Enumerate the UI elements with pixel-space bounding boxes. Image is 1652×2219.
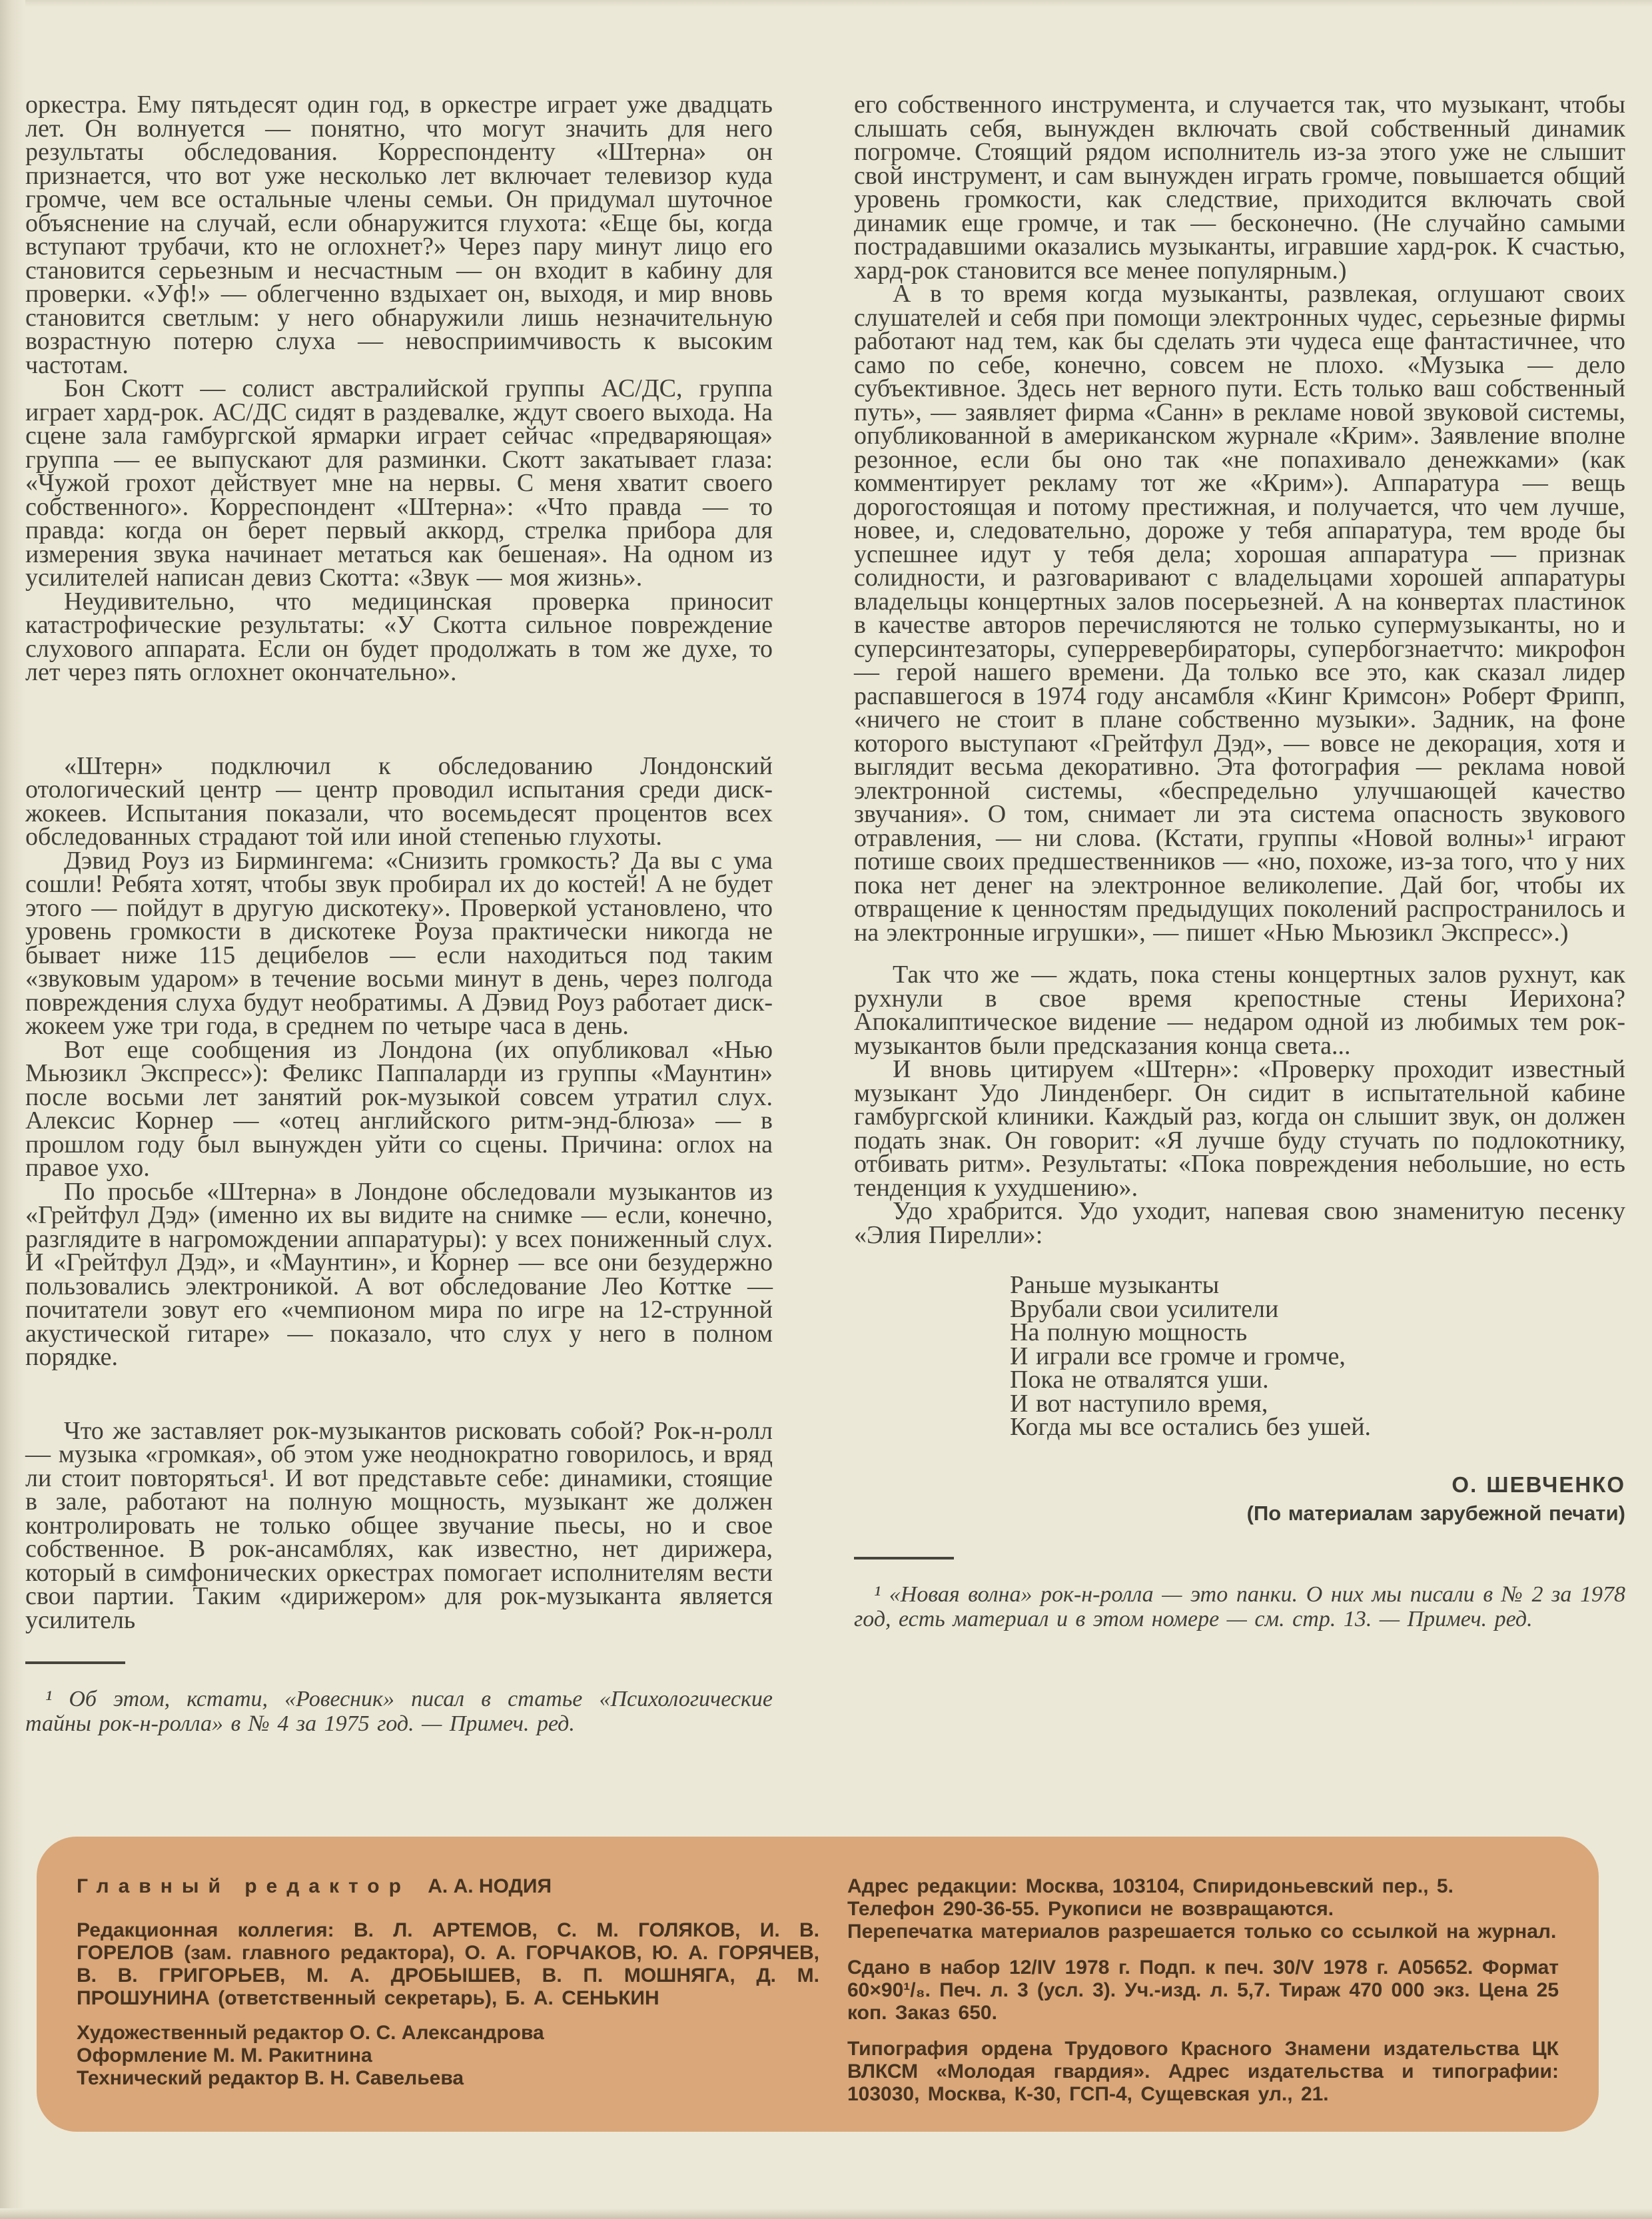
poem-line: Пока не отвалятся уши.	[1010, 1366, 1269, 1394]
body-paragraph: И вновь цитируем «Штерн»: «Проверку проходит известный музыкант Удо Линденберг. Он сидит в испытательной кабине гамбургской клиники. Каждый раз, когда он слышит звук, он должен подать знак. Он говорит: «Я лучше буду стучать по подлокотнику, отбивать ритм». Результаты: «Пока повреждения небольшие, но есть тенденция к ухудшению».	[854, 1055, 1625, 1202]
page-left-edge	[0, 0, 25, 2219]
page-top-edge	[0, 0, 1652, 7]
footnote-right: ¹ «Новая волна» рок-н-ролла — это панки. О них мы писали в № 2 за 1978 год, есть материал и в этом номере — см. стр. 13. — Примеч. ред.	[854, 1581, 1625, 1631]
song-quote	[1010, 1271, 1625, 1441]
editorial-board: Редакционная коллегия: В. Л. АРТЕМОВ, С. М. ГОЛЯКОВ, И. В. ГОРЕЛОВ (зам. главного редактора), О. А. ГОРЧАКОВ, Ю. А. ГОРЯЧЕВ, В. В. ГРИГОРЬЕВ, М. А. ДРОБЫШЕВ, В. П. МОШНЯГА, Д. М. ПРОШУНИНА (ответственный секретарь), Б. А. СЕНЬКИН	[77, 1919, 819, 2009]
body-paragraph: По просьбе «Штерна» в Лондоне обследовали музыкантов из «Грейтфул Дэд» (именно их вы видите на снимке — если, конечно, разглядите в нагромождении аппаратуры): у всех пониженный слух. И «Грейтфул Дэд», и «Маунтин», и Корнер — все они безудержно пользовались электроникой. А вот обследование Лео Коттке — почитатели зовут его «чемпионом мира по игре на 12-струнной акустической гитаре» — показало, что слух у него в полном порядке.	[25, 1177, 773, 1371]
footnote-divider-left	[25, 1661, 125, 1664]
body-paragraph: А в то время когда музыканты, развлекая, оглушают своих слушателей и себя при помощи электронных чудес, серьезные фирмы работают над тем, как бы сделать эти чудеса еще фантастичнее, что само по себе, конечно, совсем не плохо. «Музыка — дело субъективное. Здесь нет верного пути. Есть только ваш собственный путь», — заявляет фирма «Санн» в рекламе новой звуковой системы, опубликованной в американском журнале «Крим». Заявление вполне резонное, если бы оно так «не попахивало денежками» (как комментирует рекламу тот же «Крим»). Аппаратура — вещь дорогостоящая и потому престижная, и получается, что чем лучше, новее, и, следовательно, дороже у тебя аппаратура, тем вроде бы успешнее идут у тебя дела; хорошая аппаратура — признак солидности, и разговаривают с владельцами хорошей аппаратуры владельцы концертных залов посерьезней. А на конвертах пластинок в качестве авторов перечисляются не только супермузыканты, но и суперсинтезаторы, суперревербираторы, супербогзнаетчто: микрофон — герой нашего времени. Да только все это, как сказал лидер распавшегося в 1974 году ансамбля «Кинг Кримсон» Роберт Фрипп, «ничего не стоит в плане собственно музыки». Задник, на фоне которого выступают «Грейтфул Дэд», — вовсе не декорация, хотя и выглядит весьма декоративно. Эта фотография — реклама новой электронной системы, «беспредельно улучшающей качество звучания». О том, снимает ли эта система опасность звукового отравления, — ни слова. (Кстати, группы «Новой волны»¹ играют потише своих предшественников — «но, похоже, из-за того, что у них пока нет денег на электронное великолепие. Дай бог, чтобы их отвращение к ценностям предыдущих поколений распространилось и на электронные игрушки», — пишет «Нью Мьюзикл Экспресс».)	[854, 280, 1625, 947]
poem-line: И играли все громче и громче,	[1010, 1342, 1346, 1370]
body-paragraph: «Штерн» подключил к обследованию Лондонский отологический центр — центр проводил испытания среди диск-жокеев. Испытания показали, что восемьдесят процентов всех обследованных страдают той или иной степенью глухоты.	[25, 751, 773, 851]
address-line: Адрес редакции: Москва, 103104, Спиридоньевский пер., 5.	[847, 1875, 1453, 1897]
chief-editor-line	[77, 1875, 819, 1898]
address-line: Телефон 290-36-55. Рукописи не возвращаются.	[847, 1898, 1334, 1920]
colophon-box	[37, 1837, 1599, 2132]
left-column-paragraphs	[25, 93, 773, 1632]
page-bottom-edge	[0, 2208, 1652, 2219]
body-paragraph: Удо храбрится. Удо уходит, напевая свою знаменитую песенку «Элия Пирелли»:	[854, 1197, 1625, 1249]
poem-line: И вот наступило время,	[1010, 1389, 1268, 1418]
right-column	[854, 93, 1625, 1631]
body-paragraph: Вот еще сообщения из Лондона (их опубликовал «Нью Мьюзикл Экспресс»): Феликс Паппаларди из группы «Маунтин» после восьми лет занятий рок-музыкой совсем утратил слух. Алексис Корнер — «отец английского ритм-энд-блюза» — в прошлом году был вынужден уйти со сцены. Причина: оглох на правое ухо.	[25, 1035, 773, 1182]
staff-credit-line: Художественный редактор О. С. Александрова	[77, 2022, 544, 2044]
chief-editor-label: Главный редактор	[77, 1875, 410, 1897]
redaction-address	[847, 1875, 1559, 1943]
body-paragraph: Неудивительно, что медицинская проверка приносит катастрофические результаты: «У Скотта сильное повреждение слухового аппарата. Если он будет продолжать в том же духе, то лет через пять оглохнет окончательно».	[25, 587, 773, 686]
left-column	[25, 93, 773, 1736]
printer-info: Типография ордена Трудового Красного Знамени издательства ЦК ВЛКСМ «Молодая гвардия». Адрес издательства и типографии: 103030, Москва, К-30, ГСП-4, Сущевская ул., 21.	[847, 2038, 1559, 2105]
body-paragraph: Дэвид Роуз из Бирмингема: «Снизить громкость? Да вы с ума сошли! Ребята хотят, чтобы звук пробирал их до костей! А не будет этого — пойдут в другую дискотеку». Проверкой установлено, что уровень громкости в дискотеке Роуза практически никогда не бывает ниже 115 децибелов — если находиться под таким «звуковым ударом» в течение восьми минут в день, через полгода повреждения слуха будут необратимы. А Дэвид Роуз работает диск-жокеем уже три года, в среднем по четыре часа в день.	[25, 846, 773, 1040]
poem-line: Когда мы все остались без ушей.	[1010, 1413, 1372, 1441]
staff-credit-line: Оформление М. М. Ракитнина	[77, 2044, 372, 2066]
article-signature	[854, 1470, 1625, 1528]
staff-credit-line: Технический редактор В. Н. Савельева	[77, 2067, 464, 2089]
body-paragraph: Что же заставляет рок-музыкантов рисковать собой? Рок-н-ролл — музыка «громкая», об этом уже неоднократно говорилось, и вряд ли стоит повторяться¹. И вот представьте себе: динамики, стоящие в зале, работают на полную мощность, музыкант же должен контролировать не только общее звучание пьесы, но и свое собственное. В рок-ансамблях, как известно, нет дирижера, который в симфонических оркестрах помогает исполнителям вести свои партии. Таким «дирижером» для рок-музыканта является усилитель	[25, 1416, 773, 1634]
body-paragraph: Бон Скотт — солист австралийской группы АС/ДС, группа играет хард-рок. АС/ДС сидят в раздевалке, ждут своего выхода. На сцене зала гамбургской ярмарки играет сейчас «предваряющая» группа — ее выпускают для разминки. Скотт закатывает глаза: «Чужой грохот действует мне на нервы. С меня хватит своего собственного». Корреспондент «Штерна»: «Что правда — то правда: когда он берет первый аккорд, стрелка прибора для измерения звука начинает метаться как бешеная». На одном из усилителей написан девиз Скотта: «Звук — моя жизнь».	[25, 374, 773, 592]
footnote-left: ¹ Об этом, кстати, «Ровесник» писал в статье «Психологические тайны рок-н-ролла» в № 4 за 1975 год. — Примеч. ред.	[25, 1687, 773, 1736]
body-paragraph: оркестра. Ему пятьдесят один год, в оркестре играет уже двадцать лет. Он волнуется — понятно, что могут значить для него результаты обследования. Корреспонденту «Штерна» он признается, что вот уже несколько лет включает телевизор куда громче, чем все остальные члены семьи. Он придумал шуточное объяснение на случай, если обнаружится глухота: «Еще бы, когда вступают трубачи, кто не оглохнет?» Через пару минут лицо его становится серьезным и несчастным — он входит в кабину для проверки. «Уф!» — облегченно вздыхает он, выходя, и мир вновь становится светлым: у него обнаружили лишь незначительную возрастную потерю слуха — невосприимчивость к высоким частотам.	[25, 91, 773, 379]
signature-author: О. ШЕВЧЕНКО	[1451, 1472, 1625, 1497]
body-paragraph: Так что же — ждать, пока стены концертных залов рухнут, как рухнули в свое время крепостные стены Иерихона? Апокалиптическое видение — недаром одной из любимых тем рок-музыкантов были предсказания конца света...	[854, 961, 1625, 1060]
footnote-divider-right	[854, 1557, 954, 1559]
poem-line: Врубали свои усилители	[1010, 1294, 1279, 1323]
staff-credits	[77, 2022, 819, 2090]
colophon-imprint-block	[847, 1875, 1559, 2106]
print-run-info: Сдано в набор 12/IV 1978 г. Подп. к печ. 30/V 1978 г. А05652. Формат 60×90¹/₈. Печ. л. 3 (усл. 3). Уч.-изд. л. 5,7. Тираж 470 000 экз. Цена 25 коп. Заказ 650.	[847, 1957, 1559, 2024]
signature-source: (По материалам зарубежной печати)	[1246, 1501, 1625, 1525]
address-line: Перепечатка материалов разрешается только со ссылкой на журнал.	[847, 1921, 1557, 1943]
poem-line: На полную мощность	[1010, 1318, 1248, 1346]
colophon-editorial-block	[77, 1875, 819, 2090]
right-column-paragraphs	[854, 93, 1625, 1247]
body-paragraph: его собственного инструмента, и случается так, что музыкант, чтобы слышать себя, вынужден включать свой собственный динамик погромче. Стоящий рядом исполнитель из-за этого уже не слышит свой инструмент, и сам вынужден играть громче, повышается общий уровень громкости, как следствие, приходится включать свой динамик еще громче, и так — бесконечно. (Не случайно самыми пострадавшими оказались музыканты, игравшие хард-рок. К счастью, хард-рок становится все менее популярным.)	[854, 91, 1625, 284]
poem-line: Раньше музыканты	[1010, 1271, 1220, 1299]
chief-editor-name: А. А. НОДИЯ	[428, 1875, 552, 1897]
